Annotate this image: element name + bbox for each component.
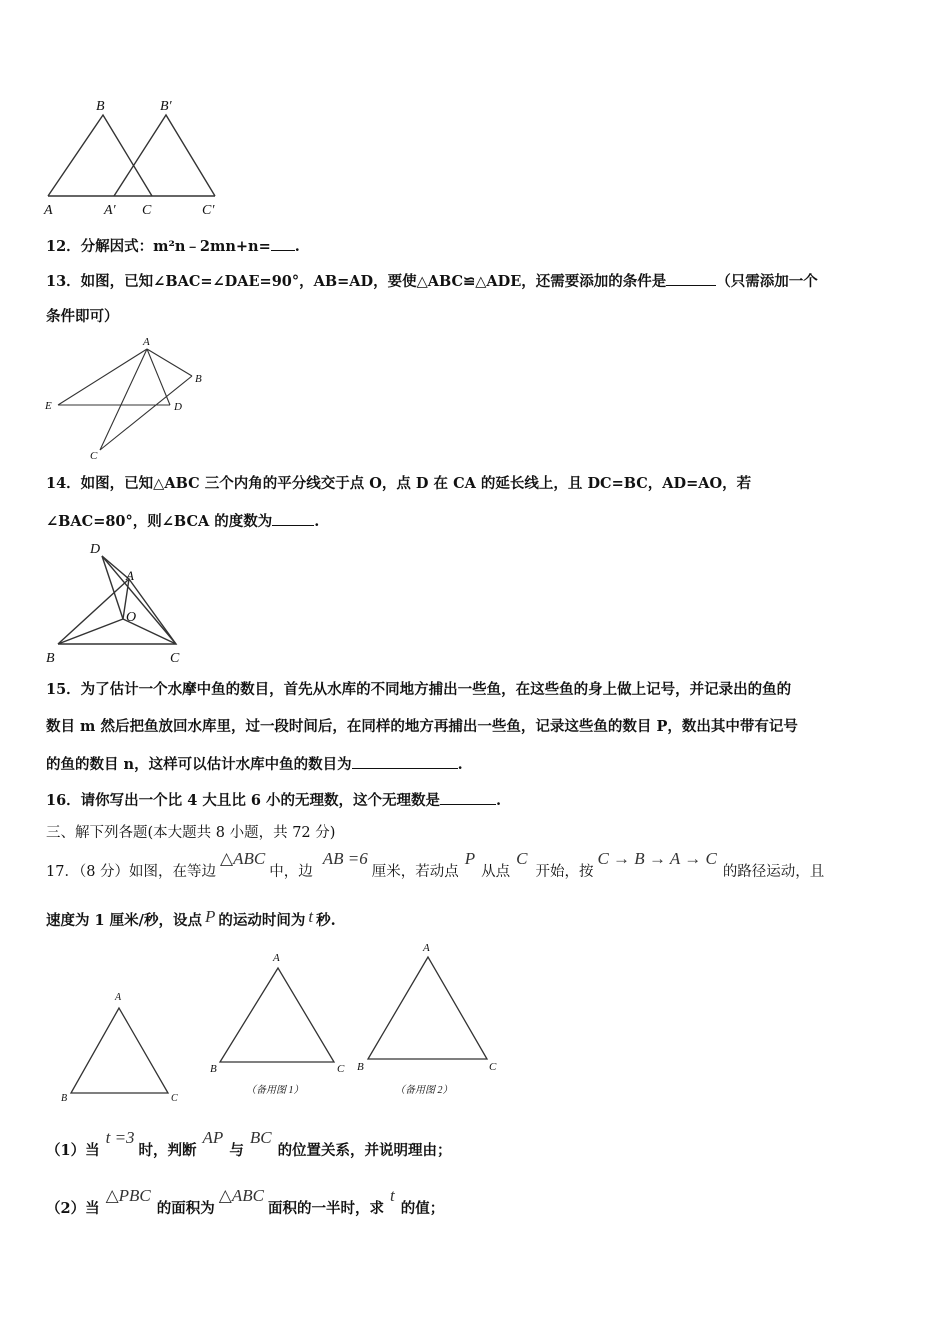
question-17-part-2: （2）当△PBC的面积为△ABC面积的一半时，求t的值；	[46, 1186, 445, 1217]
label-C-prime: C′	[202, 203, 215, 218]
label-C: C	[90, 450, 98, 462]
question-15-line-3: 的鱼的数目 n，这样可以估计水库中鱼的数目为 .	[46, 756, 463, 773]
answer-blank	[352, 754, 458, 769]
figure-q14	[40, 538, 190, 666]
question-15-line-2: 数目 m 然后把鱼放回水库里，过一段时间后，在同样的地方再捕出一些鱼，记录这些鱼的数目 P，数出其中带有记号	[46, 718, 798, 735]
label-A: A	[143, 336, 150, 348]
answer-blank	[272, 511, 314, 526]
tri2-label-C: C	[337, 1063, 345, 1075]
answer-blank	[440, 790, 496, 805]
tri3-label-A: A	[423, 942, 430, 954]
question-13-line-1: 13．如图，已知∠BAC=∠DAE=90°，AB=AD，要使△ABC≌△ADE，还需要添加的条件是 （只需添加一个	[46, 273, 818, 290]
label-A: A	[126, 568, 134, 583]
label-A-prime: A′	[104, 203, 116, 218]
label-C: C	[170, 651, 180, 666]
tri3-label-C: C	[489, 1061, 497, 1073]
section-3-heading: 三、解下列各题(本大题共 8 小题，共 72 分)	[46, 825, 336, 841]
tri1-label-C: C	[171, 1093, 178, 1104]
label-A: A	[44, 203, 53, 218]
tri2-label-A: A	[273, 952, 280, 964]
figure-two-triangles	[40, 92, 230, 218]
answer-blank	[271, 236, 295, 251]
question-17-part-1: （1）当t =3时，判断AP与BC的位置关系，并说明理由；	[46, 1128, 452, 1159]
tri1-label-A: A	[115, 992, 122, 1003]
caption-2: （备用图 2）	[395, 1085, 453, 1096]
label-O: O	[126, 610, 137, 625]
question-15-line-1: 15．为了估计一个水摩中鱼的数目，首先从水库的不同地方捕出一些鱼，在这些鱼的身上做上记号，并记录出的鱼的	[46, 681, 792, 698]
label-B: B	[195, 373, 202, 385]
figure-q13	[40, 332, 220, 464]
question-13-line-2: 条件即可）	[46, 308, 119, 325]
figure-q17-triangles	[40, 935, 520, 1110]
question-16: 16．请你写出一个比 4 大且比 6 小的无理数，这个无理数是 .	[46, 792, 502, 809]
label-C: C	[142, 203, 152, 218]
tri2-label-B: B	[210, 1063, 217, 1075]
label-D: D	[174, 401, 182, 413]
question-17-line-2: 速度为 1 厘米/秒，设点 P 的运动时间为 t 秒.	[46, 907, 336, 929]
label-E: E	[45, 400, 52, 412]
answer-blank	[666, 271, 716, 286]
label-D: D	[90, 542, 101, 557]
tri1-label-B: B	[61, 1093, 68, 1104]
label-B-prime: B′	[160, 99, 172, 114]
question-14-line-2: ∠BAC=80°，则∠BCA 的度数为 .	[46, 513, 320, 530]
question-14-line-1: 14．如图，已知△ABC 三个内角的平分线交于点 O，点 D 在 CA 的延长线上，且 DC=BC，AD=AO，若	[46, 475, 752, 492]
question-17-line-1: 17．（8 分）如图，在等边△ABC中，边AB =6厘米，若动点P从点C开始，按C → B → A → C的路径运动，且	[46, 849, 825, 880]
tri3-label-B: B	[357, 1061, 364, 1073]
caption-1: （备用图 1）	[246, 1085, 304, 1096]
label-B: B	[46, 651, 55, 666]
label-B: B	[96, 99, 105, 114]
question-12: 12．分解因式：m²n﹣2mn+n= .	[46, 238, 300, 255]
